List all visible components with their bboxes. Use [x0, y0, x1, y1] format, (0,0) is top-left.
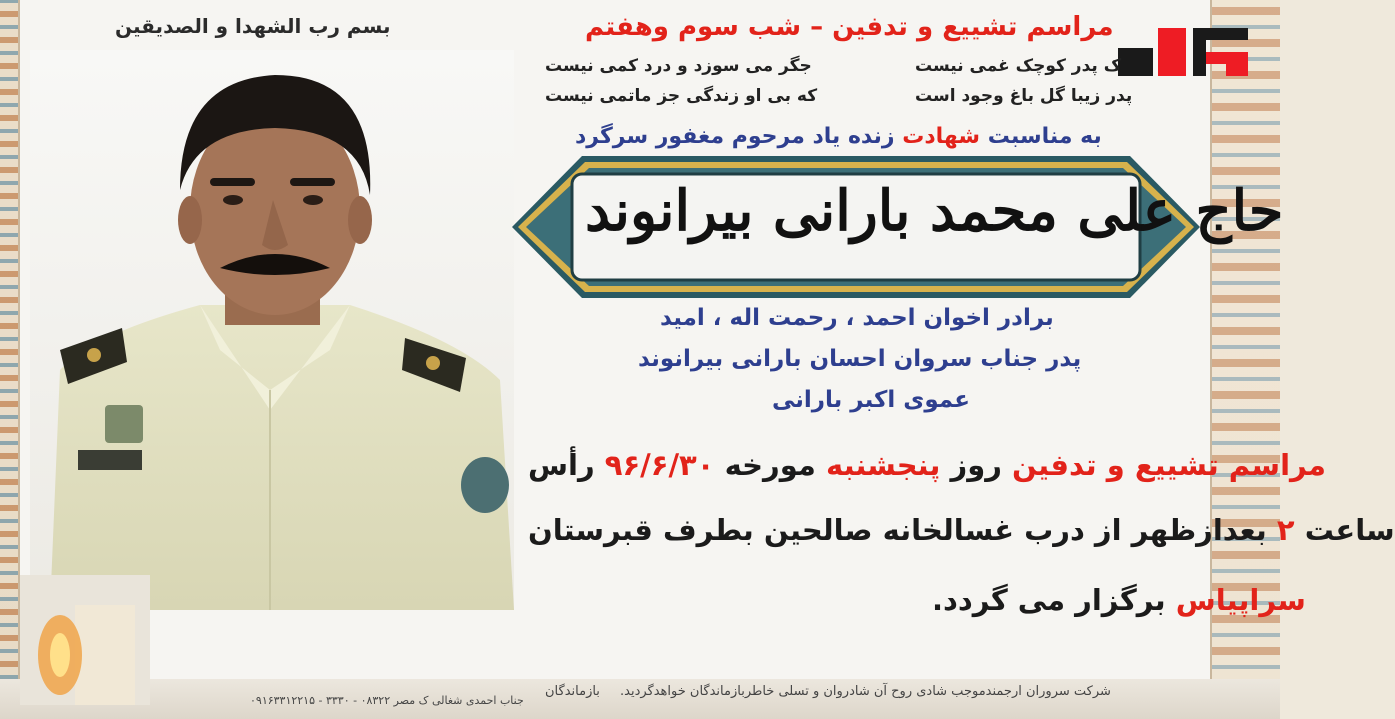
bismillah-text: بسم رب الشهدا و الصدیقین: [115, 14, 391, 38]
ceremony-day-word: روز: [950, 448, 1002, 482]
candle-image: [20, 575, 150, 705]
ceremony-hour-word: ساعت: [1304, 513, 1395, 547]
ceremony-closing: برگزار می گردد.: [932, 583, 1166, 617]
ceremony-line-3: [932, 583, 1306, 617]
verse-line: که بی او زندگی جز ماتمی نیست: [545, 86, 818, 106]
portrait-photo: [30, 50, 514, 610]
ceremony-sharp-word: رأس: [528, 448, 595, 482]
ceremony-route: بعدازظهر از درب غسالخانه صالحین بطرف قبرستان: [528, 513, 1267, 547]
verse-line: ک پدر کوچک غمی نیست: [915, 56, 1122, 76]
ceremony-title: مراسم تشییع و تدفین: [1012, 448, 1327, 482]
footer-contact: جناب احمدی شغالی ک مصر ۰۸۳۲۲ - ۳۳۳۰ - ۰۹۱۶۳۳۱۲۲۱۵: [250, 694, 524, 707]
ceremony-hour: ۲: [1276, 513, 1295, 547]
verse-line: جگر می سوزد و درد کمی نیست: [545, 56, 812, 76]
ceremony-place: سراپیاس: [1175, 583, 1306, 617]
occasion-prefix: به مناسبت: [987, 124, 1102, 149]
footer-text: شرکت سروران ارجمندموجب شادی روح آن شادروان و تسلی خاطربازماندگان خواهدگردید.: [620, 684, 1111, 699]
footer-signature: بازماندگان: [545, 684, 600, 699]
ceremony-date: ۹۶/۶/۳۰: [604, 448, 715, 482]
ceremony-date-word: مورخه: [724, 448, 816, 482]
ceremony-day: پنجشنبه: [826, 448, 941, 482]
ceremony-line-2: [528, 513, 1395, 547]
occasion-highlight: شهادت: [902, 124, 981, 149]
occasion-suffix: زنده یاد مرحوم مغفور سرگرد: [575, 124, 895, 149]
relatives-line: برادر اخوان احمد ، رحمت اله ، امید: [660, 305, 1054, 331]
relatives-line: عموی اکبر بارانی: [772, 387, 970, 413]
logo-mark: [1108, 18, 1258, 88]
relatives-line: پدر جناب سروان احسان بارانی بیرانوند: [638, 346, 1082, 372]
deceased-name: حاج علی محمد بارانی بیرانوند: [585, 178, 1284, 244]
verse-line: پدر زیبا گل باغ وجود است: [915, 86, 1133, 106]
ceremony-headline: مراسم تشییع و تدفین – شب سوم وهفتم: [585, 12, 1114, 42]
occasion-line: [575, 124, 1102, 149]
ceremony-line-1: [528, 448, 1326, 482]
